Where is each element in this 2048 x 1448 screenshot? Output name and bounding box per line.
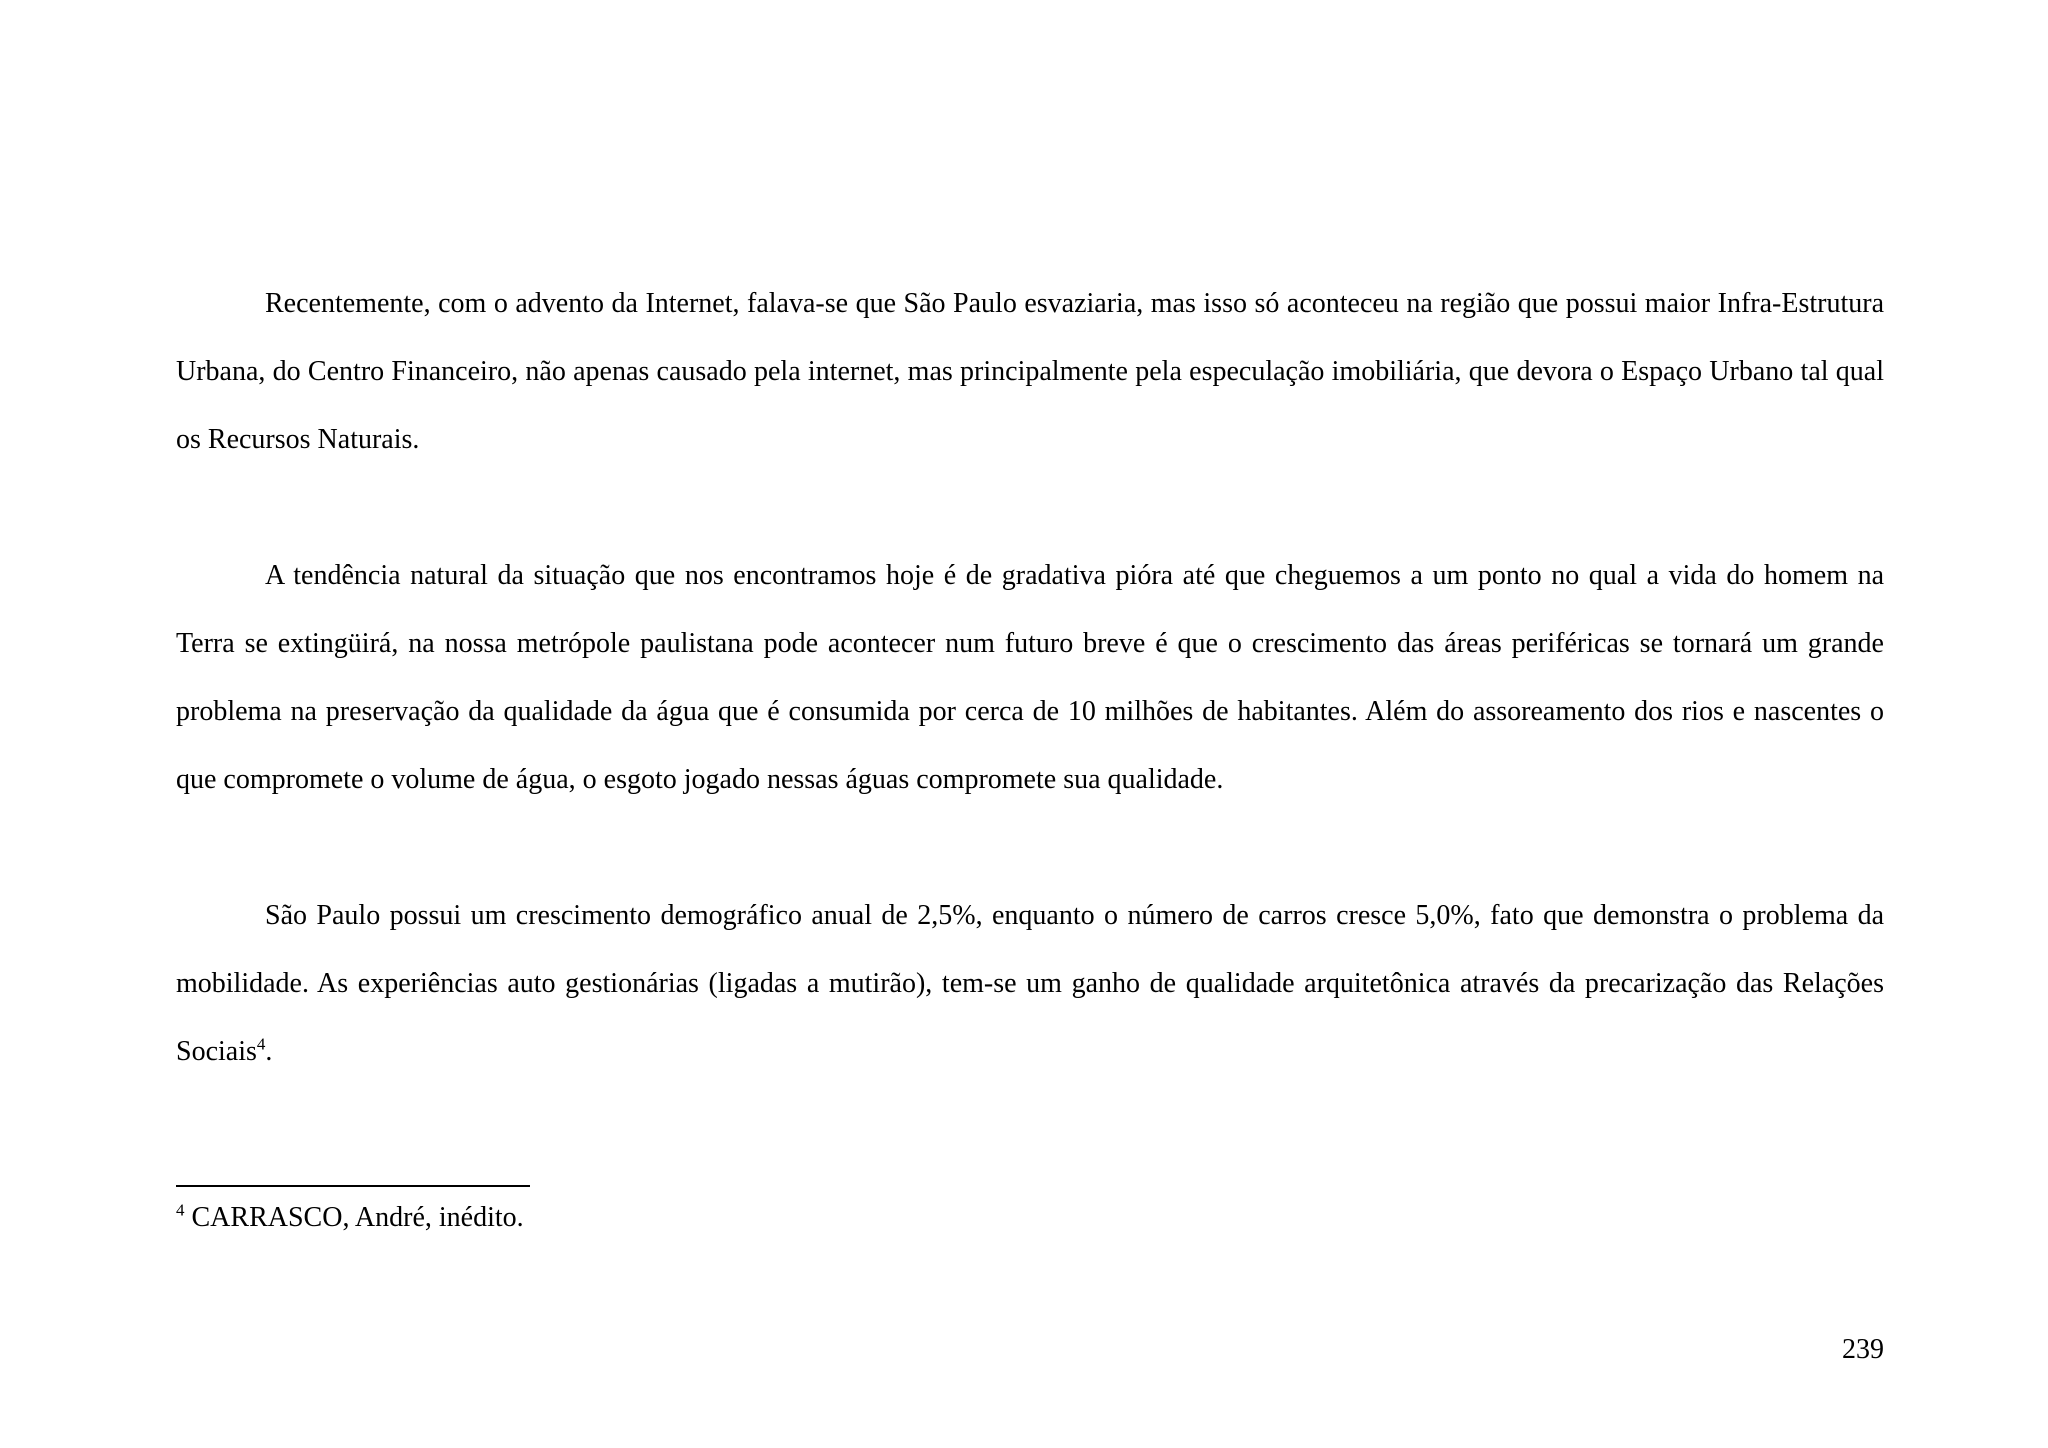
footnote-reference[interactable]: 4 — [256, 1034, 266, 1054]
paragraph-3 — [176, 882, 1884, 1086]
paragraph-1: Recentemente, com o advento da Internet, falava-se que São Paulo esvaziaria, mas isso só aconteceu na região que possui maior Infra-Estrutura Urbana, do Centro Financeiro, não apenas causado pela internet, mas principalmente pela especulação imobiliária, que devora o Espaço Urbano tal qual os Recursos Naturais. — [176, 288, 1884, 455]
paragraph-3-end: . — [265, 1036, 273, 1067]
paragraph-2: A tendência natural da situação que nos encontramos hoje é de gradativa pióra até que cheguemos a um ponto no qual a vida do homem na Terra se extingüirá, na nossa metrópole paulistana pode acontecer num futuro breve é que o crescimento das áreas periféricas se tornará um grande problema na preservação da qualidade da água que é consumida por cerca de 10 milhões de habitantes. Além do assoreamento dos rios e nascentes o que compromete o volume de água, o esgoto jogado nessas águas compromete sua qualidade. — [176, 560, 1884, 795]
footnote-number: 4 — [176, 1200, 185, 1220]
footnote-text: CARRASCO, André, inédito. — [184, 1202, 524, 1233]
page-number: 239 — [1842, 1334, 1884, 1365]
footnote — [176, 1198, 524, 1238]
footnote-separator — [176, 1185, 530, 1187]
paragraph-3-text: São Paulo possui um crescimento demográfico anual de 2,5%, enquanto o número de carros cresce 5,0%, fato que demonstra o problema da mobilidade. As experiências auto gestionárias (ligadas a mutirão), tem-se um ganho de qualidade arquitetônica através da precarização das Relações Sociais — [176, 900, 1884, 1067]
body-text — [176, 270, 1884, 1086]
